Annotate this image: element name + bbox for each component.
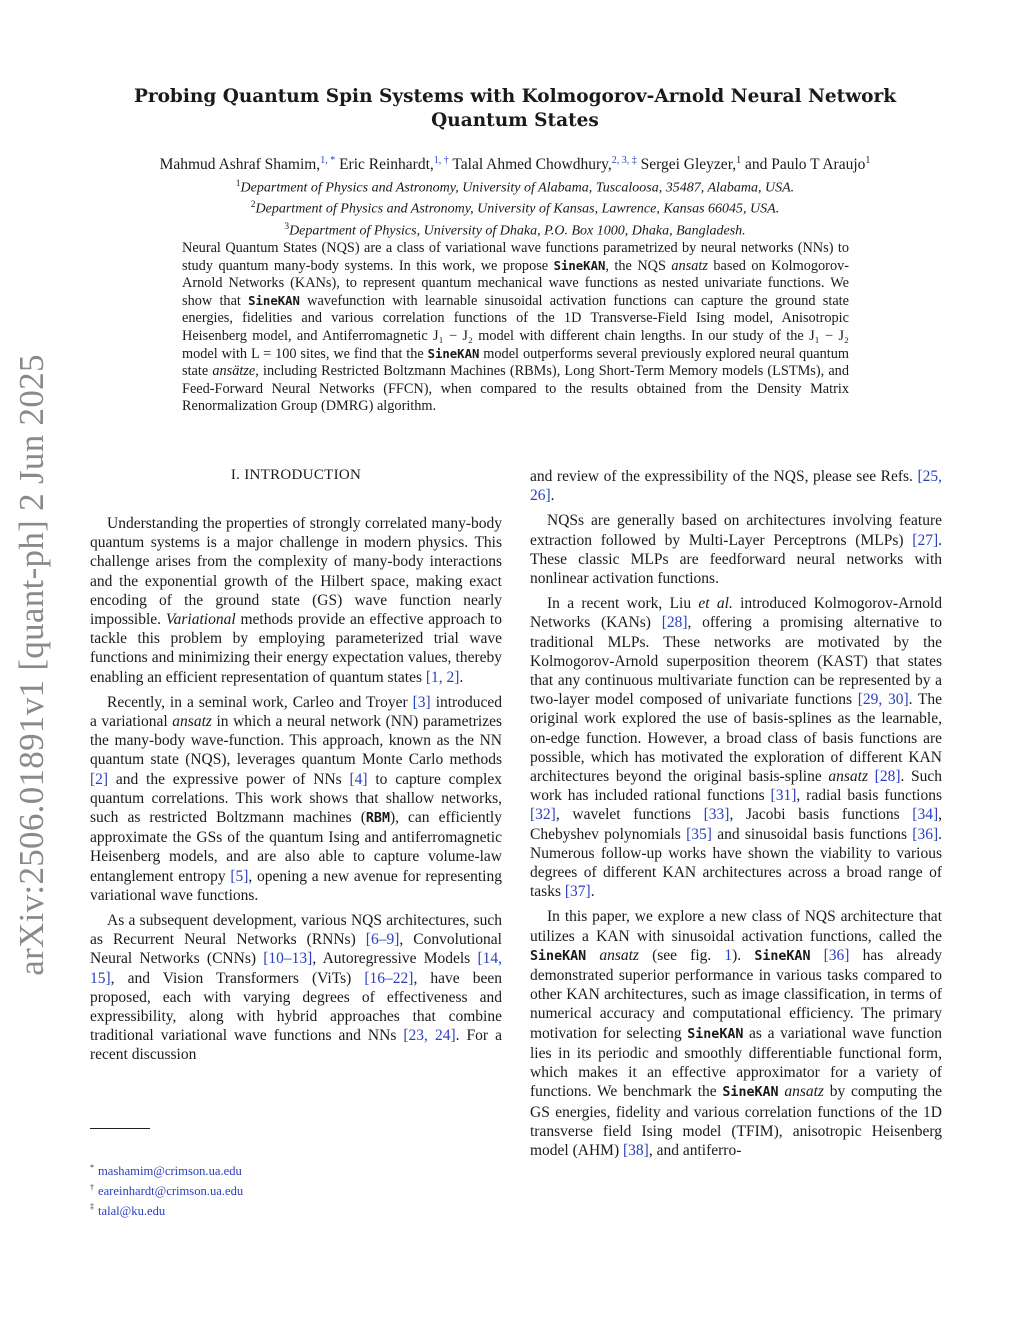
paragraph: In this paper, we explore a new class of NQS architecture that utilizes a KAN with sinusoidal activation functions, called the SineKAN ansatz (see fig. 1). SineKAN [36] has already demonstrated superior performance in various tasks compared to other KAN architectures, such as image classification, in terms of numerical accuracy and computational efficiency. The primary motivation for selecting SineKAN as a variational wave function lies in its periodic and smoothly differentiable functional form, which makes it an effective approximator for a variety of functions. We benchmark the SineKAN ansatz by computing the GS energies, fidelity and various correlation functions of the 1D transverse field Ising model (TFIM), anisotropic Heisenberg model (AHM) [38], and antiferro- xyxy=(530,908,942,1159)
footnote: ‡ talal@ku.edu xyxy=(90,1202,166,1218)
paragraph: NQSs are generally based on architectures involving feature extraction followed by Multi-Layer Perceptrons (MLPs) [27]. These classic MLPs are feedforward neural networks with nonlinear activation functions. xyxy=(530,512,942,588)
paragraph: As a subsequent development, various NQS architectures, such as Recurrent Neural Networks (RNNs) [6–9], Convolutional Neural Networks (CNNs) [10–13], Autoregressive Models [14, 15], and Vision Transformers (ViTs) [16–22], have been proposed, each with varying degrees of effectiveness and expressibility, along with hybrid approaches that combine traditional variational wave functions and NNs [23, 24]. For a recent discussion xyxy=(90,912,503,1064)
citation-link[interactable]: [6–9] xyxy=(365,931,400,949)
paragraph: Recently, in a seminal work, Carleo and Troyer [3] introduced a variational ansatz in which a neural network (NN) parametrizes the many-body wave-function. This approach, known as the NN quantum state (NQS), leverages quantum Monte Carlo methods [2] and the expressive power of NNs [4] to capture complex quantum correlations. This work shows that shallow networks, such as restricted Boltzmann machines (RBM), can efficiently approximate the GSs of the quantum Ising and antiferromagnetic Heisenberg models, and are also able to capture volume-law entanglement entropy [5], opening a new avenue for representing variational wave functions. xyxy=(90,693,503,904)
paragraph: and review of the expressibility of the NQS, please see Refs. [25, 26]. xyxy=(530,468,942,505)
author-name: Sergei Gleyzer, xyxy=(640,156,737,174)
citation-link[interactable]: [35] xyxy=(686,825,712,843)
paper-title: Probing Quantum Spin Systems with Kolmogorov-Arnold Neural Network Quantum States xyxy=(133,86,897,131)
author-marks[interactable]: 2, 3, ‡ xyxy=(611,155,637,166)
citation-link[interactable]: [23, 24] xyxy=(403,1027,456,1045)
affiliation: $^1$Department of Physics and Astronomy, University of Alabama, Tuscaloosa, 35487, Alabama, USA. xyxy=(235,179,795,196)
email-link[interactable]: mashamim@crimson.ua.edu xyxy=(98,1164,242,1179)
citation-link[interactable]: [29, 30] xyxy=(857,691,909,709)
citation-link[interactable]: [33] xyxy=(703,806,730,824)
left-column xyxy=(90,467,503,1065)
email-link[interactable]: talal@ku.edu xyxy=(98,1203,166,1218)
affiliations xyxy=(80,176,950,240)
footnote: † eareinhardt@crimson.ua.edu xyxy=(90,1182,244,1198)
citation-link[interactable]: [14, 15] xyxy=(90,950,502,987)
citation-link[interactable]: [4] xyxy=(349,770,368,788)
affiliation: $^3$Department of Physics, University of Dhaka, P.O. Box 1000, Dhaka, Bangladesh. xyxy=(284,221,746,239)
author-list xyxy=(80,152,950,174)
footnotes xyxy=(90,1160,502,1219)
author-marks[interactable]: 1, † xyxy=(433,155,449,166)
figure-link[interactable]: 1 xyxy=(724,946,733,964)
citation-link[interactable]: [36] xyxy=(912,825,939,843)
author-name: Mahmud Ashraf Shamim, xyxy=(159,156,321,174)
arxiv-side-identifier xyxy=(10,354,54,976)
citation-link[interactable]: [32] xyxy=(530,806,556,824)
paragraph: In a recent work, Liu et al. introduced Kolmogorov-Arnold Networks (KANs) [28], offering a promising alternative to traditional MLPs. These networks are motivated by the Kolmogorov-Arnold superposition theorem (KAST) that states that any continuous multivariate function can be represented by a two-layer model composed of univariate functions [29, 30]. The original work explored the use of basis-splines as the learnable, on-edge function. However, a broad class of basis functions are possible, which has motivated the exploration of different KAN architectures beyond the original basis-spline ansatz [28]. Such work has included rational functions [31], radial basis functions [32], wavelet functions [33], Jacobi basis functions [34], Chebyshev polynomials [35] and sinusoidal basis functions [36]. Numerous follow-up works have shown the viability to various degrees of different KAN architectures across a broad range of tasks [37]. xyxy=(530,595,943,901)
citation-link[interactable]: [36] xyxy=(823,946,850,964)
citation-link[interactable]: [27] xyxy=(912,531,939,549)
citation-link[interactable]: [25, 26] xyxy=(530,468,942,505)
author-name: Eric Reinhardt, xyxy=(339,156,434,174)
citation-link[interactable]: [16–22] xyxy=(364,969,414,987)
author-marks[interactable]: 1, * xyxy=(320,155,336,166)
citation-link[interactable]: [3] xyxy=(412,693,431,711)
citation-link[interactable]: [10–13] xyxy=(263,950,313,968)
author-name: Talal Ahmed Chowdhury, xyxy=(452,156,612,174)
abstract: Neural Quantum States (NQS) are a class of variational wave functions parametrized by neural networks (NNs) to study quantum many-body systems. In this work, we propose SineKAN, the NQS ansatz based on Kolmogorov-Arnold Networks (KANs), to represent quantum mechanical wave functions as nested univariate functions. We show that SineKAN wavefunction with learnable sinusoidal activation functions can capture the ground state energies, fidelities and various correlation functions of the 1D Transverse-Field Ising model, Anisotropic Heisenberg model, and Antiferromagnetic J₁ − J₂ model with different chain lengths. In our study of the J₁ − J₂ model with L = 100 sites, we find that the SineKAN model outperforms several previously explored neural quantum state ansätze, including Restricted Boltzmann Machines (RBMs), Long Short-Term Memory models (LSTMs), and Feed-Forward Neural Networks (FFCN), when compared to the results obtained from the Density Matrix Renormalization Group (DMRG) algorithm. xyxy=(182,240,849,415)
author-marks: 1 xyxy=(736,155,742,166)
author-marks: 1 xyxy=(865,155,871,166)
citation-link[interactable]: [31] xyxy=(770,787,797,805)
citation-link[interactable]: [38] xyxy=(623,1141,649,1159)
right-column xyxy=(530,467,942,1160)
section-heading: I. INTRODUCTION xyxy=(230,467,362,483)
citation-link[interactable]: [34] xyxy=(912,806,939,824)
citation-link[interactable]: [2] xyxy=(90,770,109,788)
footnote: * mashamim@crimson.ua.edu xyxy=(90,1163,242,1179)
arxiv-id-text: arXiv:2506.01891v1 [quant-ph] 2 Jun 2025 xyxy=(12,354,51,976)
paragraph: Understanding the properties of strongly correlated many-body quantum systems is a major challenge in modern physics. This challenge arises from the complexity of many-body interactions and the exponential growth of the Hilbert space, making exact encoding of the ground state (GS) wave function nearly impossible. Variational methods provide an effective approach to tackle this problem by employing parameterized trial wave functions and minimizing their energy expectation values, thereby enabling an efficient representation of quantum states [1, 2]. xyxy=(90,515,502,686)
citation-link[interactable]: [28] xyxy=(661,614,688,632)
citation-link[interactable]: [5] xyxy=(230,867,249,885)
citation-link[interactable]: [28] xyxy=(874,768,901,786)
email-link[interactable]: eareinhardt@crimson.ua.edu xyxy=(98,1183,244,1198)
citation-link[interactable]: [37] xyxy=(564,883,591,901)
author-name: and Paulo T Araujo xyxy=(744,156,866,174)
citation-link[interactable]: [1, 2] xyxy=(425,668,460,686)
affiliation: $^2$Department of Physics and Astronomy, University of Kansas, Lawrence, Kansas 66045, USA. xyxy=(250,200,780,217)
footnote-divider xyxy=(90,1128,150,1129)
